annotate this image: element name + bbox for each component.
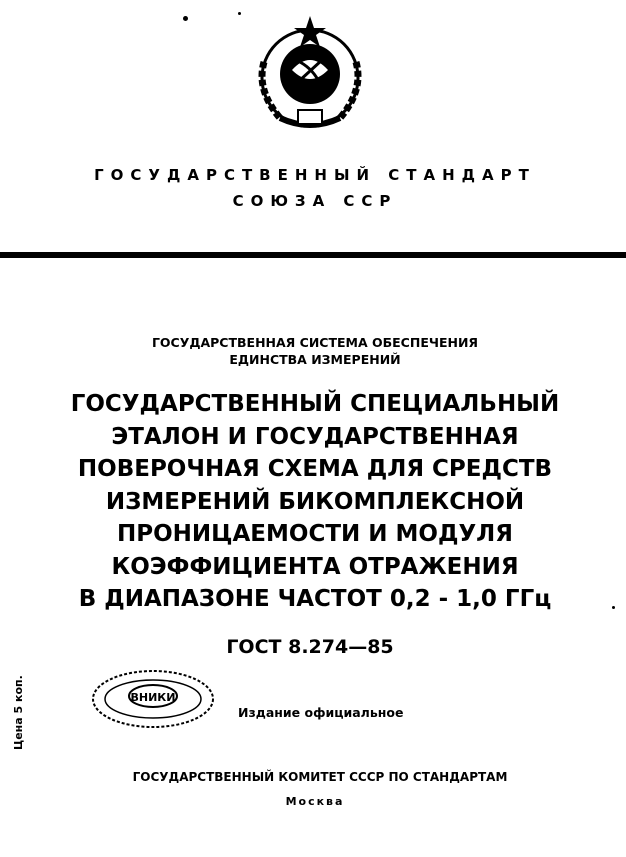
standard-number: ГОСТ 8.274—85 bbox=[226, 636, 394, 658]
title-line: ИЗМЕРЕНИЙ БИКОМПЛЕКСНОЙ bbox=[105, 488, 525, 515]
scan-speck bbox=[612, 606, 615, 609]
title-line: В ДИАПАЗОНЕ ЧАСТОТ 0,2 - 1,0 ГГц bbox=[78, 586, 552, 612]
edition-label: Издание официальное bbox=[238, 705, 404, 720]
scan-speck bbox=[183, 16, 188, 21]
state-emblem-icon bbox=[240, 10, 380, 136]
header-line-1: ГОСУДАРСТВЕННЫЙ СТАНДАРТ bbox=[94, 166, 536, 184]
publisher-city: Москва bbox=[285, 795, 345, 808]
price-label: Цена 5 коп. bbox=[12, 675, 25, 751]
title-line: ГОСУДАРСТВЕННЫЙ СПЕЦИАЛЬНЫЙ bbox=[70, 391, 560, 417]
library-stamp-icon bbox=[88, 665, 218, 733]
header-line-2: СОЮЗА ССР bbox=[232, 192, 398, 210]
title-line: ЭТАЛОН И ГОСУДАРСТВЕННАЯ bbox=[111, 423, 519, 450]
title-line: КОЭФФИЦИЕНТА ОТРАЖЕНИЯ bbox=[111, 553, 519, 580]
series-line-1: ГОСУДАРСТВЕННАЯ СИСТЕМА ОБЕСПЕЧЕНИЯ bbox=[151, 335, 479, 350]
divider-rule bbox=[0, 252, 626, 258]
publisher-committee: ГОСУДАРСТВЕННЫЙ КОМИТЕТ СССР ПО СТАНДАРТАМ bbox=[132, 770, 508, 784]
series-line-2: ЕДИНСТВА ИЗМЕРЕНИЙ bbox=[229, 352, 401, 367]
stamp-text: ВНИКИ bbox=[130, 691, 176, 704]
series-title bbox=[110, 334, 520, 368]
document-title bbox=[30, 388, 600, 616]
title-line: ПРОНИЦАЕМОСТИ И МОДУЛЯ bbox=[117, 521, 513, 547]
title-line: ПОВЕРОЧНАЯ СХЕМА ДЛЯ СРЕДСТВ bbox=[77, 456, 553, 482]
scan-speck bbox=[238, 12, 241, 15]
